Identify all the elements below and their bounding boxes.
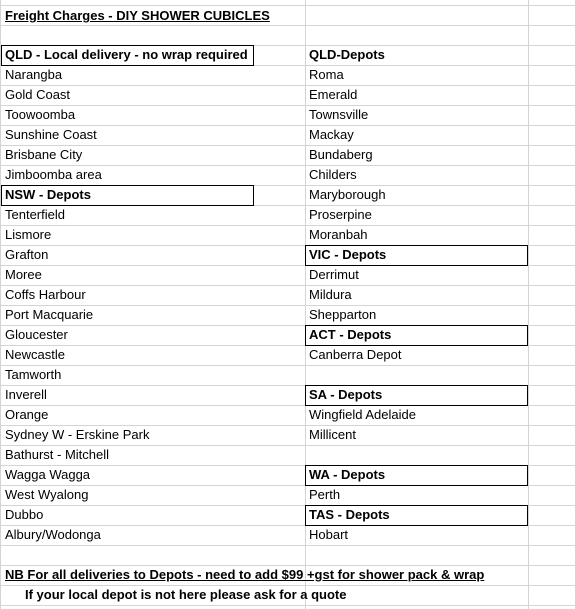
location-cell[interactable]: Roma	[309, 67, 344, 82]
location-cell[interactable]: Moree	[5, 267, 42, 282]
sheet-title[interactable]: Freight Charges - DIY SHOWER CUBICLES	[5, 8, 270, 23]
location-cell[interactable]: Perth	[309, 487, 341, 502]
location-cell[interactable]: Hobart	[309, 527, 349, 542]
location-cell[interactable]: Newcastle	[5, 347, 65, 362]
location-cell[interactable]: Gloucester	[5, 327, 68, 342]
location-cell[interactable]: Wingfield Adelaide	[309, 407, 416, 422]
gridline-horizontal	[0, 285, 576, 286]
location-cell[interactable]: Jimboomba area	[5, 167, 102, 182]
location-cell[interactable]: Tenterfield	[5, 207, 65, 222]
location-cell[interactable]: Grafton	[5, 247, 49, 262]
location-cell[interactable]: Lismore	[5, 227, 52, 242]
location-cell[interactable]: Narangba	[5, 67, 63, 82]
location-cell[interactable]: West Wyalong	[5, 487, 89, 502]
location-cell[interactable]: Sunshine Coast	[5, 127, 97, 142]
location-cell[interactable]: Proserpine	[309, 207, 372, 222]
location-cell[interactable]: Emerald	[309, 87, 358, 102]
location-cell[interactable]: Orange	[5, 407, 49, 422]
location-cell[interactable]: Coffs Harbour	[5, 287, 86, 302]
location-cell[interactable]: Shepparton	[309, 307, 377, 322]
gridline-horizontal	[0, 545, 576, 546]
note-line-2[interactable]: If your local depot is not here please ask for a quote	[25, 587, 347, 602]
gridline-horizontal	[0, 145, 576, 146]
gridline-horizontal	[0, 605, 576, 606]
location-cell[interactable]: Albury/Wodonga	[5, 527, 101, 542]
tas-header[interactable]: TAS - Depots	[309, 507, 390, 522]
gridline-horizontal	[0, 85, 576, 86]
location-cell[interactable]: Dubbo	[5, 507, 44, 522]
location-cell[interactable]: Maryborough	[309, 187, 386, 202]
location-cell[interactable]: Port Macquarie	[5, 307, 94, 322]
location-cell[interactable]: Childers	[309, 167, 357, 182]
location-cell[interactable]: Mackay	[309, 127, 354, 142]
note-line-1[interactable]: NB For all deliveries to Depots - need to add $99 +gst for shower pack & wrap	[5, 567, 485, 582]
location-cell[interactable]: Mildura	[309, 287, 352, 302]
nsw-header[interactable]: NSW - Depots	[5, 187, 91, 202]
location-cell[interactable]: Gold Coast	[5, 87, 71, 102]
location-cell[interactable]: Bundaberg	[309, 147, 373, 162]
location-cell[interactable]: Derrimut	[309, 267, 359, 282]
location-cell[interactable]: Brisbane City	[5, 147, 83, 162]
location-cell[interactable]: Townsville	[309, 107, 369, 122]
gridline-horizontal	[0, 365, 576, 366]
location-cell[interactable]: Canberra Depot	[309, 347, 402, 362]
gridline-horizontal	[0, 105, 576, 106]
location-cell[interactable]: Sydney W - Erskine Park	[5, 427, 150, 442]
qld-depots-header[interactable]: QLD-Depots	[309, 47, 385, 62]
location-cell[interactable]: Tamworth	[5, 367, 62, 382]
act-header[interactable]: ACT - Depots	[309, 327, 392, 342]
gridline-horizontal	[0, 225, 576, 226]
location-cell[interactable]: Millicent	[309, 427, 356, 442]
vic-header[interactable]: VIC - Depots	[309, 247, 387, 262]
location-cell[interactable]: Toowoomba	[5, 107, 76, 122]
wa-header[interactable]: WA - Depots	[309, 467, 386, 482]
location-cell[interactable]: Bathurst - Mitchell	[5, 447, 110, 462]
sa-header[interactable]: SA - Depots	[309, 387, 383, 402]
qld-local-header[interactable]: QLD - Local delivery - no wrap required	[5, 47, 248, 62]
location-cell[interactable]: Moranbah	[309, 227, 368, 242]
location-cell[interactable]: Wagga Wagga	[5, 467, 91, 482]
location-cell[interactable]: Inverell	[5, 387, 47, 402]
